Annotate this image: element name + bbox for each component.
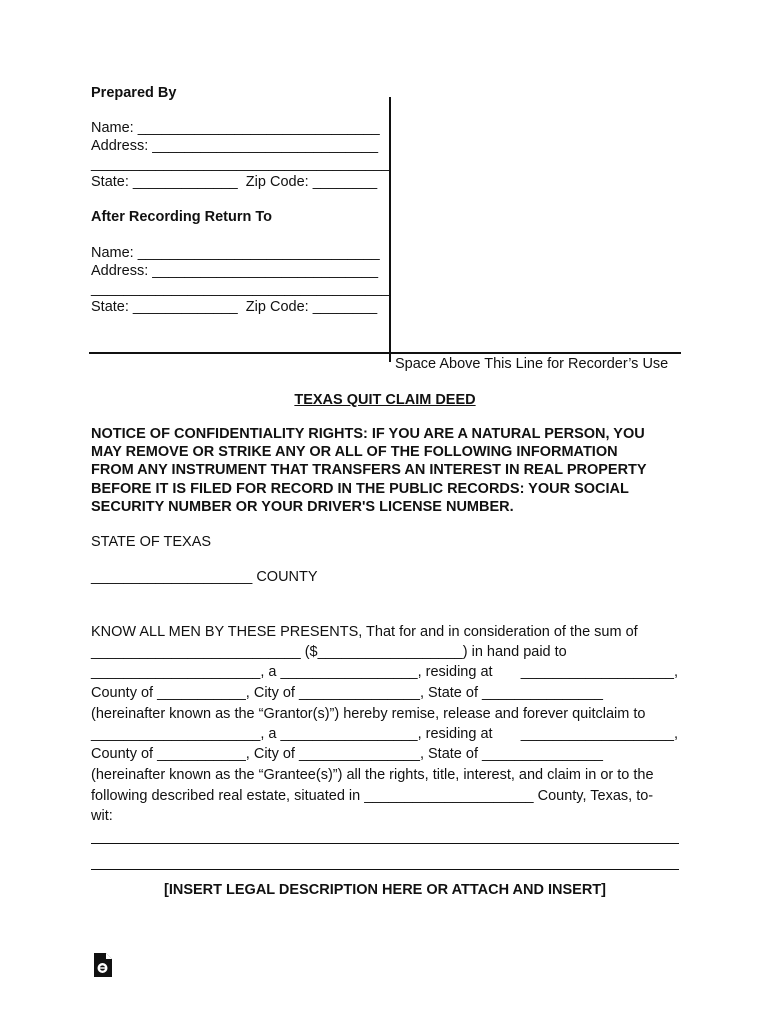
notice-line: FROM ANY INSTRUMENT THAT TRANSFERS AN INTEREST IN REAL PROPERTY xyxy=(91,462,647,479)
confidentiality-notice xyxy=(91,425,691,516)
recorder-space-baseline-right xyxy=(389,352,681,354)
return-to-address-line2[interactable]: _____________________________________ xyxy=(91,281,390,297)
body-line-grantee-field[interactable]: _____________________, a _________________, residing at xyxy=(91,726,493,742)
body-line-grantor-location-field[interactable]: County of ___________, City of _______________, State of _______________ xyxy=(91,685,603,701)
document-title: TEXAS QUIT CLAIM DEED xyxy=(294,392,476,408)
legal-description-line-1[interactable] xyxy=(91,843,679,844)
legal-description-line-2[interactable] xyxy=(91,869,679,870)
prepared-by-address-field[interactable]: Address: ____________________________ xyxy=(91,138,379,154)
body-line-sum-field[interactable]: __________________________ ($__________________) in hand paid to xyxy=(91,644,567,660)
recorder-space-divider xyxy=(389,97,391,362)
notice-line: BEFORE IT IS FILED FOR RECORD IN THE PUBLIC RECORDS: YOUR SOCIAL xyxy=(91,480,629,497)
county-field[interactable]: ____________________ COUNTY xyxy=(91,569,318,585)
legal-description-placeholder: [INSERT LEGAL DESCRIPTION HERE OR ATTACH AND INSERT] xyxy=(164,882,606,898)
return-to-address-field[interactable]: Address: ____________________________ xyxy=(91,263,379,279)
notice-line: NOTICE OF CONFIDENTIALITY RIGHTS: IF YOU ARE A NATURAL PERSON, YOU xyxy=(91,426,645,442)
body-line-grantee-location-field[interactable]: County of ___________, City of _______________, State of _______________ xyxy=(91,746,603,762)
state-of-texas: STATE OF TEXAS xyxy=(91,534,212,550)
notice-line: MAY REMOVE OR STRIKE ANY OR ALL OF THE FOLLOWING INFORMATION xyxy=(91,444,618,461)
prepared-by-heading: Prepared By xyxy=(91,85,177,101)
grantor-residence-field[interactable]: ___________________, xyxy=(520,664,678,680)
body-line-consideration: KNOW ALL MEN BY THESE PRESENTS, That for and in consideration of the sum of xyxy=(91,624,638,640)
prepared-by-address-line2[interactable]: _____________________________________ xyxy=(91,156,390,172)
body-line-grantee-clause: (hereinafter known as the “Grantee(s)”) all the rights, title, interest, and claim in or to the xyxy=(91,767,654,783)
eforms-logo-icon xyxy=(93,952,113,978)
recorder-space-note: Space Above This Line for Recorder’s Use xyxy=(395,356,669,372)
prepared-by-name-field[interactable]: Name: ______________________________ xyxy=(91,120,380,136)
notice-line: SECURITY NUMBER OR YOUR DRIVER'S LICENSE NUMBER. xyxy=(91,498,514,515)
grantee-residence-field[interactable]: ___________________, xyxy=(520,726,678,742)
return-to-state-zip-field[interactable]: State: _____________ Zip Code: ________ xyxy=(91,299,378,315)
recorder-space-baseline-left xyxy=(89,352,389,354)
prepared-by-state-zip-field[interactable]: State: _____________ Zip Code: ________ xyxy=(91,174,378,190)
return-to-heading: After Recording Return To xyxy=(91,209,272,225)
body-line-situated-county-field[interactable]: following described real estate, situated in _____________________ County, Texas, to- xyxy=(91,788,654,804)
body-line-to-wit: wit: xyxy=(91,808,113,824)
body-line-grantor-field[interactable]: _____________________, a _________________, residing at xyxy=(91,664,493,680)
return-to-name-field[interactable]: Name: ______________________________ xyxy=(91,245,380,261)
body-line-grantor-clause: (hereinafter known as the “Grantor(s)”) hereby remise, release and forever quitclaim to xyxy=(91,706,646,722)
